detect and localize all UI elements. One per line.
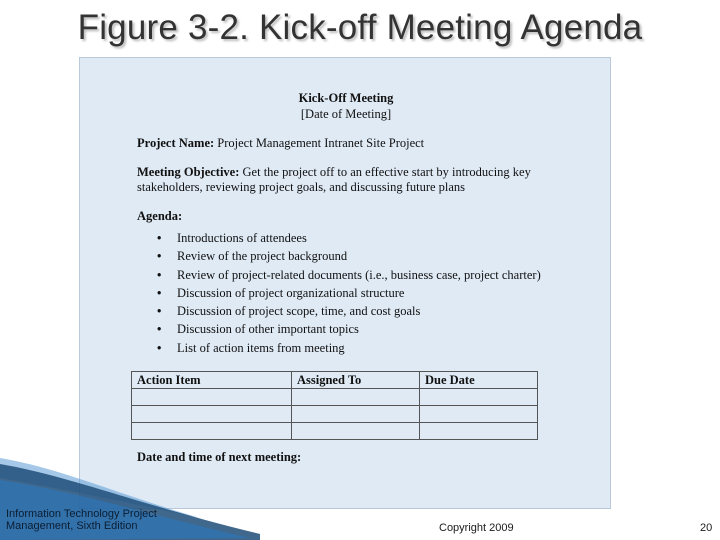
project-name-label: Project Name: bbox=[137, 136, 215, 150]
document-title-block bbox=[80, 91, 612, 122]
agenda-document bbox=[79, 57, 611, 509]
table-cell bbox=[132, 406, 292, 423]
meeting-objective-value: Get the project off to an effective start by introducing key stakeholders, reviewing project goals, and discussing future plans bbox=[137, 165, 531, 194]
action-items-table bbox=[131, 371, 538, 440]
table-header-due-date: Due Date bbox=[420, 372, 538, 389]
agenda-heading bbox=[137, 209, 577, 224]
meeting-objective-field bbox=[137, 165, 577, 195]
agenda-list bbox=[157, 229, 541, 357]
table-cell bbox=[420, 423, 538, 440]
table-row bbox=[132, 389, 538, 406]
table-header-row bbox=[132, 372, 538, 389]
document-heading: Kick-Off Meeting bbox=[298, 91, 394, 105]
table-cell bbox=[292, 423, 420, 440]
agenda-item: • Review of the project background bbox=[157, 247, 541, 265]
slide-title: Figure 3-2. Kick-off Meeting Agenda bbox=[77, 8, 643, 47]
agenda-item: • Discussion of project scope, time, and cost goals bbox=[157, 302, 541, 320]
table-cell bbox=[420, 406, 538, 423]
footer-book-line2: Management, Sixth Edition bbox=[6, 520, 138, 532]
footer-copyright: Copyright 2009 bbox=[439, 522, 514, 534]
table-cell bbox=[132, 423, 292, 440]
table-row bbox=[132, 423, 538, 440]
project-name-field bbox=[137, 136, 577, 151]
next-meeting-label: Date and time of next meeting: bbox=[137, 450, 302, 464]
table-header-action-item: Action Item bbox=[132, 372, 292, 389]
document-subheading: [Date of Meeting] bbox=[300, 107, 392, 121]
agenda-item: • Introductions of attendees bbox=[157, 229, 541, 247]
table-cell bbox=[420, 389, 538, 406]
agenda-item: • Review of project-related documents (i.e., business case, project charter) bbox=[157, 266, 541, 284]
project-name-value: Project Management Intranet Site Project bbox=[217, 136, 425, 150]
table-cell bbox=[132, 389, 292, 406]
agenda-item: • Discussion of project organizational structure bbox=[157, 284, 541, 302]
table-header-assigned-to: Assigned To bbox=[292, 372, 420, 389]
footer-book-title bbox=[6, 508, 157, 532]
footer-page-number: 20 bbox=[700, 522, 713, 534]
table-cell bbox=[292, 406, 420, 423]
table-cell bbox=[292, 389, 420, 406]
agenda-label: Agenda: bbox=[137, 209, 183, 223]
table-row bbox=[132, 406, 538, 423]
footer-book-line1: Information Technology Project bbox=[6, 508, 157, 520]
agenda-item: • List of action items from meeting bbox=[157, 339, 541, 357]
agenda-item: • Discussion of other important topics bbox=[157, 320, 541, 338]
meeting-objective-label: Meeting Objective: bbox=[137, 165, 240, 179]
